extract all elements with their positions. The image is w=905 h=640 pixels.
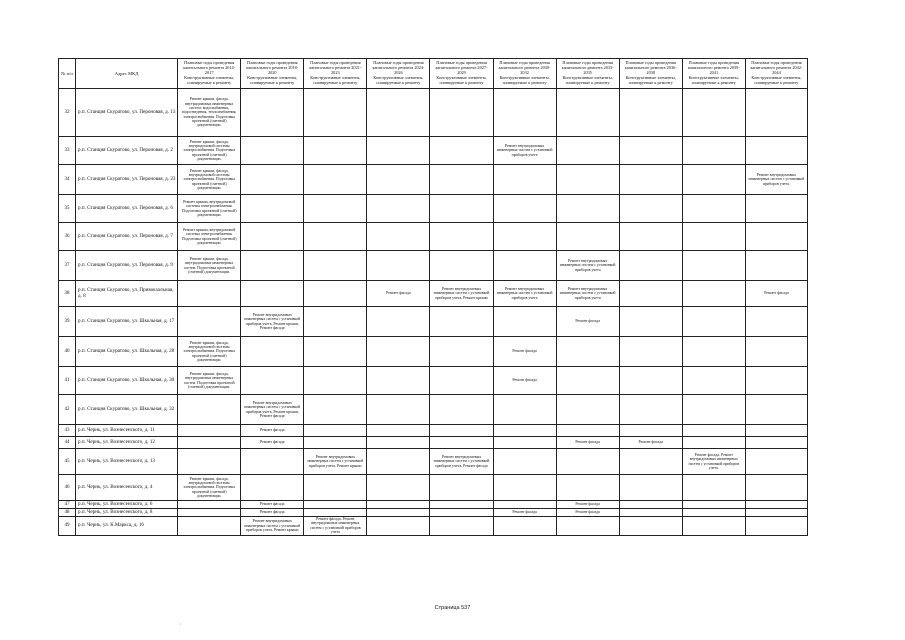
repair-cell	[367, 449, 430, 475]
repair-cell	[178, 307, 241, 337]
repair-cell: Ремонт фасада	[241, 501, 304, 509]
row-address: р.п. Станция Скуратово, ул. Школьная, д. 28	[76, 337, 178, 367]
repair-cell	[493, 437, 556, 449]
repair-cell	[682, 251, 745, 281]
repair-cell	[304, 501, 367, 509]
repair-cell	[745, 367, 807, 395]
repair-cell: Ремонт фасада	[367, 281, 430, 307]
row-number: 49	[59, 517, 76, 536]
repair-cell	[682, 395, 745, 425]
table-row	[59, 509, 808, 517]
repair-cell	[430, 517, 493, 536]
repair-cell	[682, 307, 745, 337]
repair-cell	[304, 437, 367, 449]
repair-cell	[556, 475, 619, 501]
repair-cell: Ремонт внутридомовых инженерных систем с установкой приборов учета, Ремонт крыши	[430, 281, 493, 307]
repair-cell: Ремонт крыши, фасада, внутридомовых инженерных систем. Подготовка проектной (сметной) документации.	[178, 251, 241, 281]
repair-cell	[682, 367, 745, 395]
repair-cell: Ремонт крыши, фасада, внутридомовой системы электроснабжения. Подготовка проектной (сметной) документации.	[178, 137, 241, 165]
repair-cell: Ремонт фасада	[619, 437, 682, 449]
repair-cell	[619, 475, 682, 501]
table-row	[59, 281, 808, 307]
row-number: 47	[59, 501, 76, 509]
repair-cell	[682, 425, 745, 437]
repair-cell	[241, 165, 304, 195]
row-address: р.п. Чернь, ул. Вознесенского, д. 11	[76, 425, 178, 437]
repair-cell	[430, 475, 493, 501]
repair-cell	[682, 509, 745, 517]
row-number: 41	[59, 367, 76, 395]
repair-cell	[745, 137, 807, 165]
repair-cell	[430, 89, 493, 137]
repair-cell	[682, 195, 745, 223]
repair-cell	[493, 195, 556, 223]
repair-cell: Ремонт внутридомовых инженерных систем с установкой приборов учета, Ремонт крыши, Ремонт фасада	[241, 395, 304, 425]
table-row	[59, 165, 808, 195]
row-number: 33	[59, 137, 76, 165]
row-address: р.п. Станция Скуратово, ул. Пероновая, д. 6	[76, 195, 178, 223]
repair-cell	[619, 425, 682, 437]
table-row	[59, 195, 808, 223]
table-row	[59, 251, 808, 281]
header-row	[59, 59, 808, 89]
row-address: р.п. Станция Скуратово, ул. Привокзальная, д. 8	[76, 281, 178, 307]
row-address: р.п. Чернь, ул. Вознесенского, д. 8	[76, 509, 178, 517]
repair-cell	[367, 223, 430, 251]
row-number: 36	[59, 223, 76, 251]
row-address: р.п. Станция Скуратово, ул. Пероновая, д. 7	[76, 223, 178, 251]
repair-cell	[493, 475, 556, 501]
repair-cell	[430, 425, 493, 437]
repair-cell	[493, 501, 556, 509]
repair-cell	[556, 517, 619, 536]
repair-cell	[745, 475, 807, 501]
repair-cell	[619, 137, 682, 165]
repair-cell: Ремонт фасада	[493, 337, 556, 367]
row-number: 34	[59, 165, 76, 195]
table-row	[59, 137, 808, 165]
repair-cell	[367, 425, 430, 437]
repair-cell	[745, 437, 807, 449]
repair-cell: Ремонт внутридомовых инженерных систем с установкой приборов учета, Ремонт крыши, Ремонт фасада	[241, 307, 304, 337]
repair-cell	[178, 501, 241, 509]
table-row	[59, 501, 808, 509]
repair-cell	[556, 223, 619, 251]
row-number: 39	[59, 307, 76, 337]
row-number: 35	[59, 195, 76, 223]
repair-cell	[304, 137, 367, 165]
repair-cell	[493, 517, 556, 536]
repair-cell	[556, 395, 619, 425]
row-address: р.п. Чернь, ул. Вознесенского, д. 6	[76, 501, 178, 509]
repair-cell	[619, 89, 682, 137]
repair-cell	[304, 509, 367, 517]
repair-cell	[745, 195, 807, 223]
repair-cell	[241, 337, 304, 367]
repair-cell	[367, 367, 430, 395]
row-number: 46	[59, 475, 76, 501]
row-number: 37	[59, 251, 76, 281]
table-row	[59, 449, 808, 475]
repair-cell	[493, 395, 556, 425]
repair-cell	[304, 425, 367, 437]
repair-cell	[745, 223, 807, 251]
repair-cell	[493, 251, 556, 281]
repair-cell: Ремонт фасада	[241, 509, 304, 517]
repair-cell	[430, 307, 493, 337]
repair-cell	[430, 395, 493, 425]
repair-cell	[619, 195, 682, 223]
repair-cell	[682, 89, 745, 137]
repair-cell	[745, 307, 807, 337]
repair-cell	[430, 509, 493, 517]
header-address: Адрес МКД	[76, 59, 178, 89]
repair-cell	[367, 137, 430, 165]
row-number: 38	[59, 281, 76, 307]
table-row	[59, 475, 808, 501]
table-row	[59, 367, 808, 395]
repair-cell	[367, 475, 430, 501]
repair-cell	[556, 425, 619, 437]
repair-cell	[745, 425, 807, 437]
repair-cell	[430, 195, 493, 223]
repair-cell	[178, 395, 241, 425]
repair-cell	[178, 281, 241, 307]
repair-cell	[241, 251, 304, 281]
repair-cell	[367, 517, 430, 536]
repair-cell: Ремонт фасада	[241, 425, 304, 437]
repair-cell	[619, 517, 682, 536]
repair-cell	[619, 251, 682, 281]
repair-cell	[745, 251, 807, 281]
scan-mark: ,	[180, 621, 182, 626]
repair-cell	[619, 367, 682, 395]
repair-cell	[682, 517, 745, 536]
repair-cell	[619, 307, 682, 337]
repair-cell	[619, 337, 682, 367]
repair-cell	[430, 337, 493, 367]
row-number: 32	[59, 89, 76, 137]
repair-cell	[682, 437, 745, 449]
repair-cell	[619, 395, 682, 425]
repair-cell: Ремонт фасада	[241, 437, 304, 449]
repair-cell: Ремонт фасада, Ремонт внутридомовых инженерных систем с установкой приборов учета.	[682, 449, 745, 475]
table-row	[59, 307, 808, 337]
repair-cell: Ремонт внутридомовых инженерных систем с установкой приборов учета	[556, 251, 619, 281]
repair-cell	[556, 367, 619, 395]
table-row	[59, 223, 808, 251]
repair-cell	[493, 425, 556, 437]
table-body	[59, 89, 808, 536]
repair-cell	[367, 195, 430, 223]
repair-cell	[178, 425, 241, 437]
repair-cell	[556, 449, 619, 475]
repair-cell	[304, 251, 367, 281]
repair-cell	[304, 165, 367, 195]
repair-cell: Ремонт крыши, внутридомовой системы электроснабжения. Подготовка проектной (сметной) документации.	[178, 195, 241, 223]
repair-cell	[304, 337, 367, 367]
repair-cell	[241, 137, 304, 165]
header-period: Плановые годы проведения капитального ремонта 2018-2020 Конструктивные элементы, планируемые к ремонту	[241, 59, 304, 89]
row-address: р.п. Чернь, ул. Вознесенского, д. 13	[76, 449, 178, 475]
repair-cell	[304, 281, 367, 307]
table-row	[59, 395, 808, 425]
row-number: 48	[59, 509, 76, 517]
header-period: Плановые годы проведения капитального ремонта 2036-2038 Конструктивные элементы, планируемые к ремонту	[619, 59, 682, 89]
repair-cell	[682, 223, 745, 251]
repair-cell	[556, 165, 619, 195]
repair-cell: Ремонт фасада	[556, 307, 619, 337]
header-period: Плановые годы проведения капитального ремонта 2039-2041 Конструктивные элементы, планируемые к ремонту	[682, 59, 745, 89]
repair-cell	[430, 223, 493, 251]
repair-cell: Ремонт внутридомовых инженерных систем с установкой приборов учета, Ремонт крыши	[304, 449, 367, 475]
row-number: 45	[59, 449, 76, 475]
repair-cell	[493, 449, 556, 475]
repair-cell	[430, 367, 493, 395]
repair-cell	[178, 437, 241, 449]
repair-cell	[619, 449, 682, 475]
repair-cell	[682, 165, 745, 195]
repair-cell: Ремонт фасада	[556, 501, 619, 509]
repair-cell: Ремонт крыши, фасада, внутридомовых инженерных систем: водоснабжения, водоотведения, теплоснабжения, электроснабжения. Подготовка проектной (сметной) документации.	[178, 89, 241, 137]
repair-cell	[619, 509, 682, 517]
row-number: 42	[59, 395, 76, 425]
repair-cell: Ремонт внутридомовых инженерных систем с установкой приборов учета	[493, 137, 556, 165]
row-address: р.п. Станция Скуратово, ул. Пероновая, д. 2	[76, 137, 178, 165]
repair-cell: Ремонт фасада	[556, 509, 619, 517]
repair-cell	[241, 223, 304, 251]
repair-cell	[493, 307, 556, 337]
row-address: р.п. Чернь, ул. Вознесенского, д. 12	[76, 437, 178, 449]
repair-cell: Ремонт внутридомовых инженерных систем с установкой приборов учета.	[745, 165, 807, 195]
repair-cell	[304, 195, 367, 223]
repair-cell: Ремонт внутридомовых инженерных систем с установкой приборов учета, Ремонт фасада	[430, 449, 493, 475]
repair-cell	[367, 337, 430, 367]
row-address: р.п. Чернь, ул. К.Маркса, д. 16	[76, 517, 178, 536]
repair-cell	[367, 165, 430, 195]
repair-cell: Ремонт фасада	[493, 367, 556, 395]
repair-cell	[241, 367, 304, 395]
repair-cell	[556, 195, 619, 223]
header-period: Плановые годы проведения капитального ремонта 2027-2029 Конструктивные элементы, планируемые к ремонту	[430, 59, 493, 89]
table-row	[59, 337, 808, 367]
row-address: р.п. Чернь, ул. Вознесенского, д. 4	[76, 475, 178, 501]
repair-cell: Ремонт фасада, Ремонт внутридомовых инженерных систем с установкой приборов учета	[304, 517, 367, 536]
repair-cell	[367, 501, 430, 509]
repair-cell	[178, 509, 241, 517]
repair-cell	[682, 281, 745, 307]
repair-cell	[241, 449, 304, 475]
repair-cell	[556, 137, 619, 165]
repair-cell	[682, 475, 745, 501]
header-period: Плановые годы проведения капитального ремонта 2024-2026 Конструктивные элементы, планируемые к ремонту	[367, 59, 430, 89]
repair-cell	[493, 89, 556, 137]
repair-cell	[745, 509, 807, 517]
repair-cell: Ремонт внутридомовых инженерных систем с установкой приборов учета	[493, 281, 556, 307]
row-address: р.п. Станция Скуратово, ул. Пероновая, д. 9	[76, 251, 178, 281]
table-row	[59, 89, 808, 137]
repair-cell	[304, 475, 367, 501]
repair-cell	[241, 281, 304, 307]
header-period: Плановые годы проведения капитального ремонта 2030-2032 Конструктивные элементы, планируемые к ремонту	[493, 59, 556, 89]
table-row	[59, 425, 808, 437]
repair-cell	[430, 137, 493, 165]
repair-cell: Ремонт крыши, внутридомовой системы электроснабжения. Подготовка проектной (сметной) документации.	[178, 223, 241, 251]
repair-cell	[304, 223, 367, 251]
repair-cell	[241, 89, 304, 137]
repair-cell	[619, 223, 682, 251]
row-address: р.п. Станция Скуратово, ул. Пероновая, д. 23	[76, 165, 178, 195]
repair-cell	[745, 449, 807, 475]
row-address: р.п. Станция Скуратово, ул. Школьная, д. 17	[76, 307, 178, 337]
repair-cell: Ремонт фасада	[745, 281, 807, 307]
repair-cell	[430, 165, 493, 195]
repair-cell	[367, 251, 430, 281]
repair-cell	[178, 517, 241, 536]
table-row	[59, 517, 808, 536]
repair-cell	[304, 89, 367, 137]
repair-cell	[682, 137, 745, 165]
repair-cell	[556, 337, 619, 367]
header-period: Плановые годы проведения капитального ремонта 2033-2035 Конструктивные элементы, планируемые к ремонту	[556, 59, 619, 89]
row-address: р.п. Станция Скуратово, ул. Школьная, д. 30	[76, 367, 178, 395]
repair-plan-table	[58, 58, 808, 536]
table-row	[59, 437, 808, 449]
repair-cell	[619, 281, 682, 307]
repair-cell	[745, 517, 807, 536]
repair-cell: Ремонт крыши, фасада, внутридомовой системы электроснабжения. Подготовка проектной (сметной) документации.	[178, 165, 241, 195]
repair-cell	[304, 307, 367, 337]
repair-cell	[367, 395, 430, 425]
repair-cell	[493, 165, 556, 195]
header-period: Плановые годы проведения капитального ремонта 2014-2017 Конструктивные элементы, планируемые к ремонту	[178, 59, 241, 89]
repair-cell	[745, 89, 807, 137]
repair-cell	[682, 337, 745, 367]
repair-cell	[241, 475, 304, 501]
repair-cell	[745, 337, 807, 367]
repair-cell: Ремонт внутридомовых инженерных систем с установкой приборов учета, Ремонт крыши	[241, 517, 304, 536]
repair-cell	[178, 449, 241, 475]
header-num: № п/п	[59, 59, 76, 89]
repair-cell	[682, 501, 745, 509]
repair-cell	[745, 501, 807, 509]
repair-cell: Ремонт крыши, фасада, внутридомовых инженерных систем. Подготовка проектной (сметной) документации.	[178, 367, 241, 395]
repair-cell	[556, 89, 619, 137]
repair-cell	[430, 251, 493, 281]
header-period: Плановые годы проведения капитального ремонта 2042-2044 Конструктивные элементы, планируемые к ремонту	[745, 59, 807, 89]
repair-cell: Ремонт крыши, фасада, внутридомовой системы электроснабжения. Подготовка проектной (сметной) документации.	[178, 337, 241, 367]
row-number: 44	[59, 437, 76, 449]
repair-cell	[430, 501, 493, 509]
header-period: Плановые годы проведения капитального ремонта 2021-2023 Конструктивные элементы, планируемые к ремонту	[304, 59, 367, 89]
repair-cell: Ремонт фасада	[493, 509, 556, 517]
repair-cell	[241, 195, 304, 223]
repair-cell	[430, 437, 493, 449]
repair-cell	[367, 307, 430, 337]
repair-cell	[367, 89, 430, 137]
repair-cell: Ремонт внутридомовых инженерных систем с установкой приборов учета	[556, 281, 619, 307]
row-number: 40	[59, 337, 76, 367]
row-number: 43	[59, 425, 76, 437]
repair-cell	[745, 395, 807, 425]
repair-cell	[493, 223, 556, 251]
repair-cell	[304, 367, 367, 395]
page-number: Страница 537	[434, 605, 471, 611]
repair-cell	[304, 395, 367, 425]
row-address: р.п. Станция Скуратово, ул. Пероновая, д. 13	[76, 89, 178, 137]
repair-cell	[367, 437, 430, 449]
repair-cell: Ремонт фасада	[556, 437, 619, 449]
repair-cell	[367, 509, 430, 517]
repair-cell: Ремонт крыши, фасада, внутридомовой системы электроснабжения. Подготовка проектной (сметной) документации.	[178, 475, 241, 501]
row-address: р.п. Станция Скуратово, ул. Школьная, д. 32	[76, 395, 178, 425]
repair-cell	[619, 165, 682, 195]
repair-cell	[619, 501, 682, 509]
